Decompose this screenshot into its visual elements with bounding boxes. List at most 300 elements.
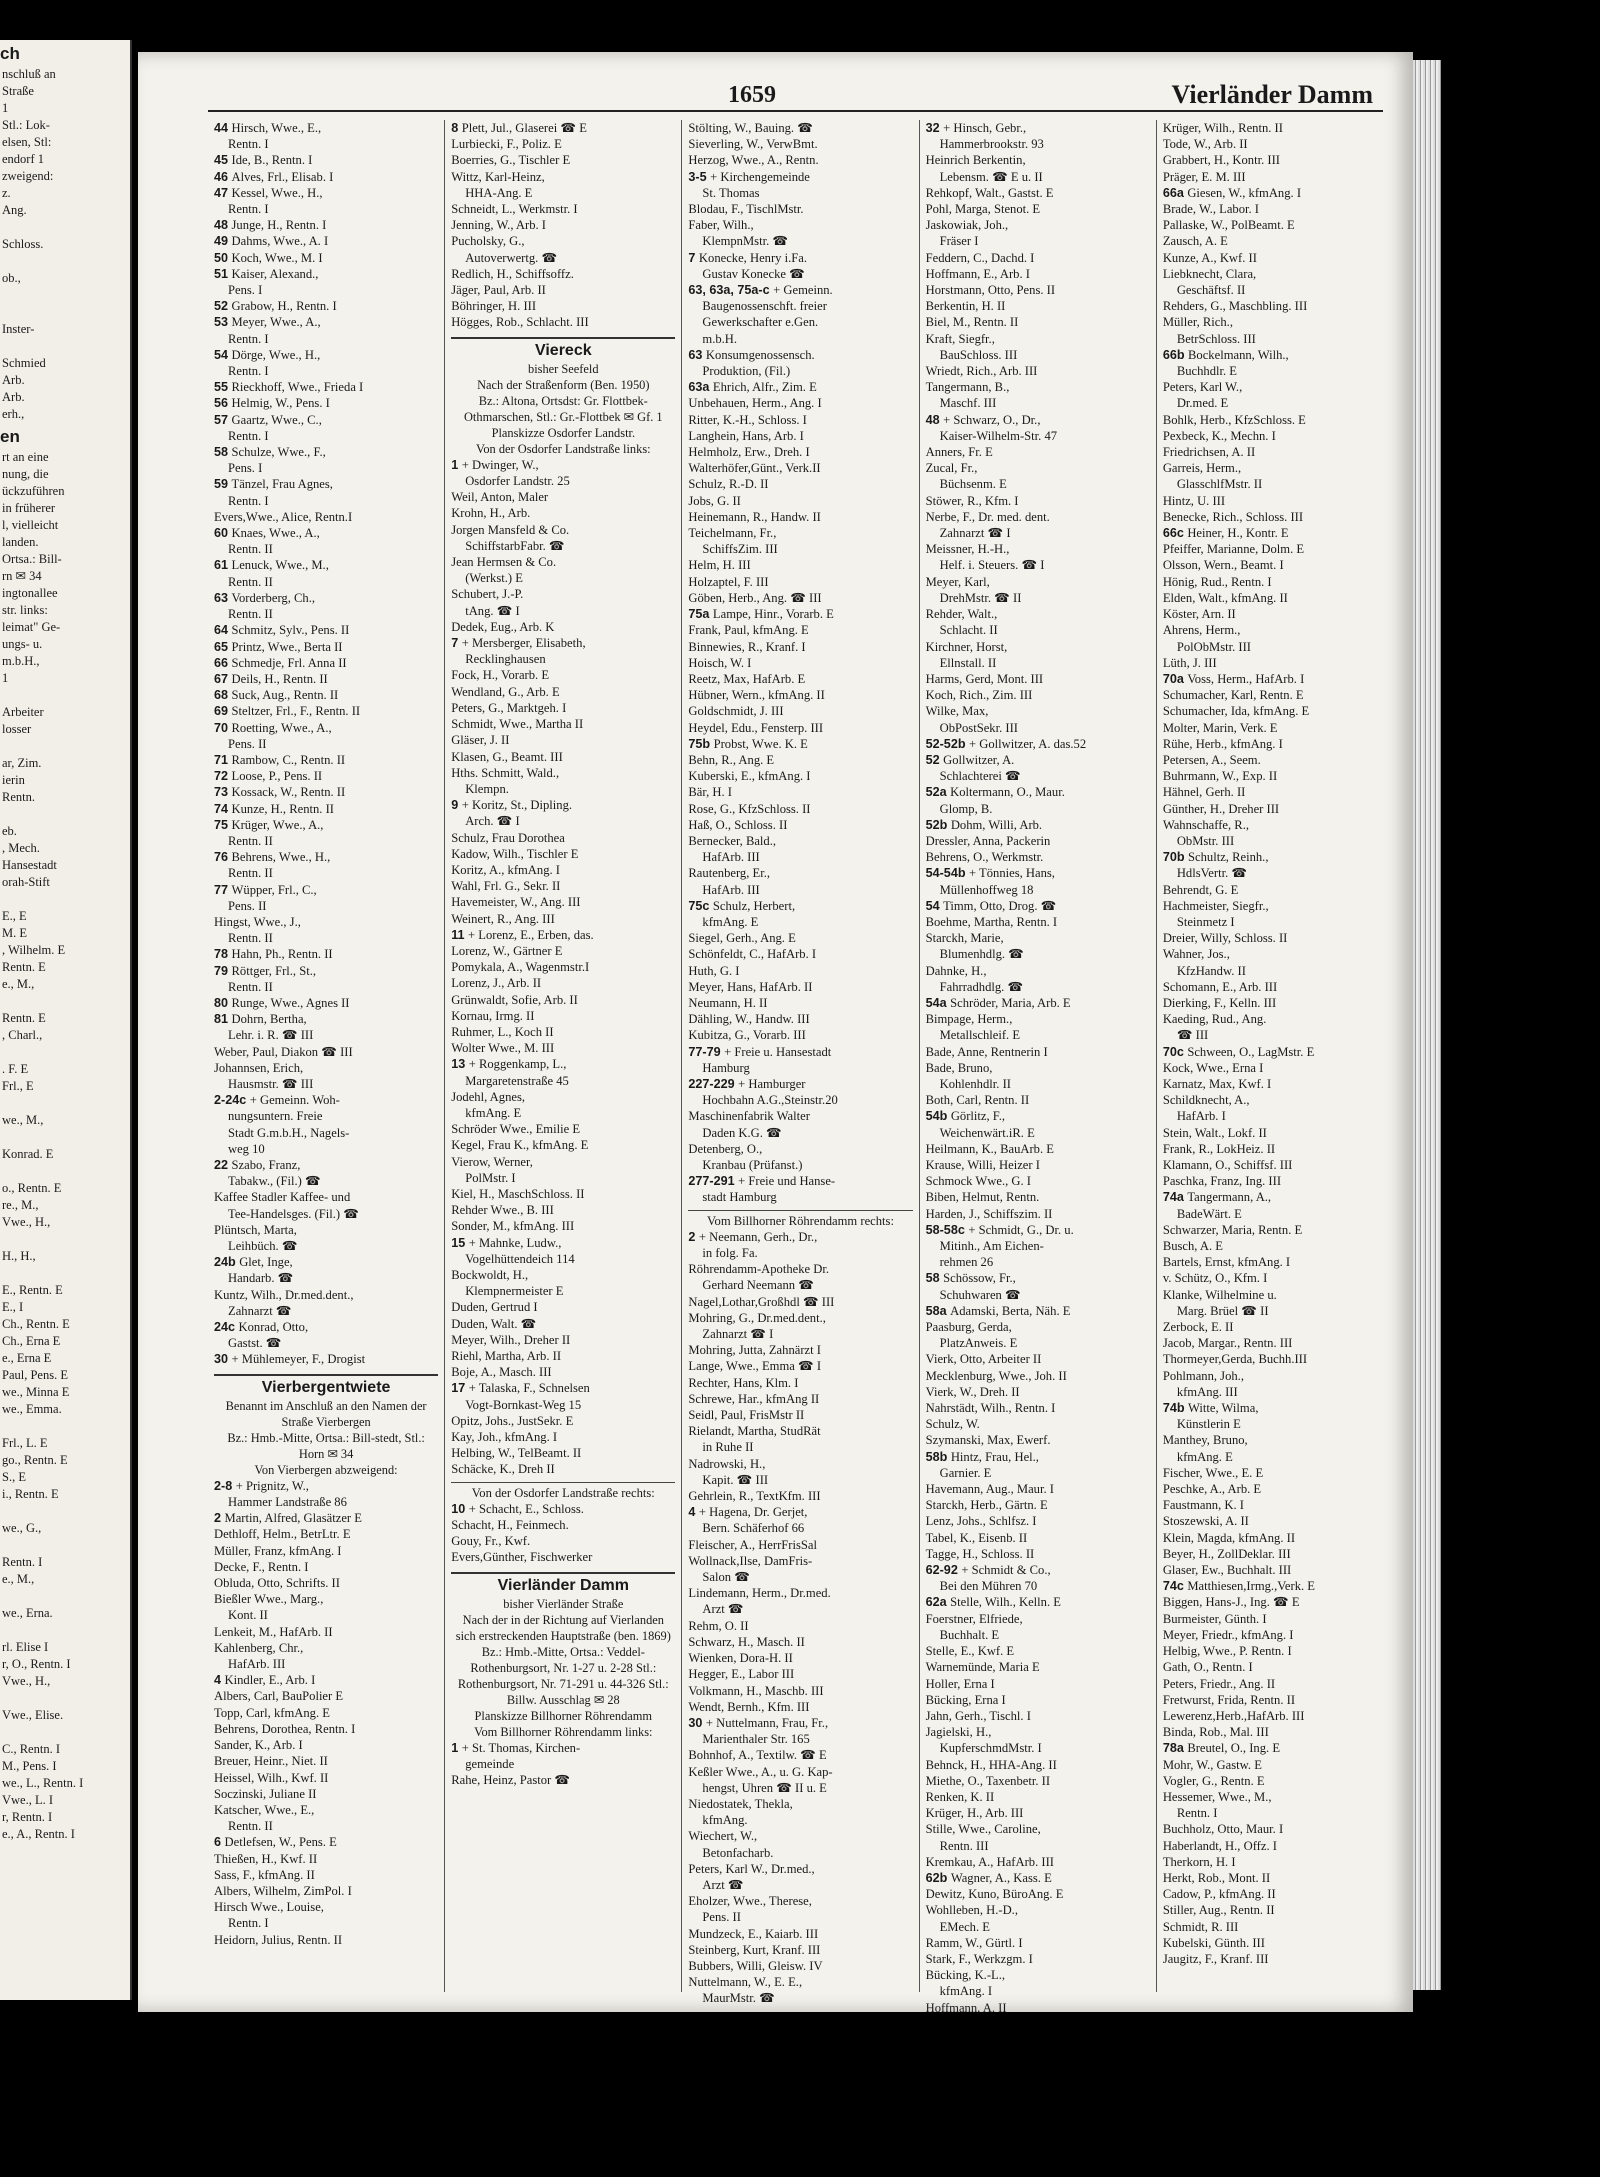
resident-text: Pucholsky, G., (451, 234, 525, 249)
entry-continuation: Maschf. III (939, 396, 997, 411)
resident-text: + Roggenkamp, L., (468, 1057, 567, 1072)
resident-text: Wohlleben, H.-D., (925, 1903, 1018, 1918)
resident-entry (214, 1543, 438, 1559)
resident-entry (688, 476, 912, 492)
resident-entry (214, 687, 438, 703)
entry-continuation: Gastst. ☎ (228, 1336, 282, 1351)
resident-entry (1163, 1076, 1387, 1092)
resident-entry (926, 752, 1150, 768)
resident-entry (451, 765, 675, 781)
entry-continuation: Kaiser-Wilhelm-Str. 47 (939, 428, 1058, 443)
resident-text: Helm, H. III (688, 558, 751, 573)
resident-entry (451, 1332, 675, 1348)
resident-entry (214, 525, 438, 541)
resident-entry (214, 1688, 438, 1704)
facing-page-line (2, 1095, 130, 1112)
resident-text: Heilmann, K., BauArb. E (925, 1141, 1054, 1156)
resident-entry (926, 250, 1150, 266)
facing-page-line: Hansestadt (2, 858, 57, 872)
resident-entry (1163, 250, 1387, 266)
resident-text: Starckh, Marie, (925, 931, 1004, 946)
resident-text: Görlitz, F., (950, 1109, 1006, 1124)
facing-page-line: ückzuführen (2, 484, 65, 498)
resident-text: Gouy, Fr., Kwf. (451, 1534, 531, 1549)
resident-entry (688, 493, 912, 509)
house-number: 13 (451, 1057, 469, 1072)
resident-entry (1163, 1935, 1387, 1951)
resident-entry (688, 671, 912, 687)
resident-text: Herkt, Rob., Mont. II (1162, 1870, 1271, 1885)
resident-text: Opitz, Johs., JustSekr. E (451, 1413, 574, 1428)
resident-text: Volkmann, H., Maschb. III (688, 1683, 824, 1698)
resident-text: Thormeyer,Gerda, Buchh.III (1162, 1352, 1308, 1367)
resident-entry (926, 1546, 1150, 1562)
house-number: 70a (1162, 671, 1188, 686)
resident-text: + St. Thomas, Kirchen- (461, 1740, 581, 1755)
house-number: 46 (214, 169, 232, 184)
resident-text: Pallaske, W., PolBeamt. E (1162, 218, 1295, 233)
resident-entry (451, 136, 675, 152)
resident-text: Wollnack,Ilse, DamFris- (688, 1553, 813, 1568)
resident-text: Breutel, O., Ing. E (1187, 1741, 1281, 1756)
resident-text: Karnatz, Max, Kwf. I (1162, 1076, 1272, 1091)
resident-entry (1163, 1886, 1387, 1902)
entry-continuation: Kapit. ☎ III (702, 1472, 769, 1487)
house-number: 54 (214, 347, 232, 362)
resident-entry (214, 169, 438, 185)
resident-entry (214, 817, 438, 833)
resident-entry (1163, 1465, 1387, 1481)
street-heading: Viereck (451, 337, 675, 359)
entry-continuation: Garnier. E (939, 1465, 992, 1480)
entry-continuation: Metallschleif. E (939, 1028, 1021, 1043)
resident-text: Krohn, H., Arb. (451, 506, 531, 521)
resident-entry (688, 1229, 912, 1245)
resident-entry (688, 1141, 912, 1157)
resident-entry (688, 444, 912, 460)
resident-text: Mohring, Jutta, Zahnärzt I (688, 1343, 821, 1358)
house-number: 70b (1162, 850, 1189, 865)
resident-text: Ahrens, Herm., (1162, 623, 1241, 638)
resident-entry (214, 444, 438, 460)
street-note: Vom Billhorner Röhrendamm links: (474, 1724, 653, 1739)
house-number: 63 (688, 347, 706, 362)
resident-text: Dressler, Anna, Packerin (925, 833, 1051, 848)
resident-text: Schönfeldt, C., HafArb. I (688, 947, 817, 962)
directory-column (444, 120, 681, 1992)
resident-text: Röhrendamm-Apotheke Dr. (688, 1262, 830, 1277)
resident-text: Lampe, Hinr., Vorarb. E (712, 607, 834, 622)
resident-text: + Mahnke, Ludw., (468, 1235, 562, 1250)
entry-continuation: tAng. ☎ I (465, 603, 520, 618)
resident-entry (926, 1060, 1150, 1076)
house-number: 63a (688, 380, 713, 395)
facing-page-line: Vwe., L. I (2, 1793, 54, 1807)
resident-entry (926, 1724, 1150, 1740)
directory-columns (208, 120, 1393, 2015)
resident-text: Hahn, Ph., Rentn. II (231, 947, 333, 962)
facing-page-line: ungs- u. (2, 637, 43, 651)
facing-page-line (2, 338, 130, 355)
resident-entry (926, 1368, 1150, 1384)
resident-entry (926, 898, 1150, 914)
facing-page-line (2, 1129, 130, 1146)
resident-text: Rambow, C., Rentn. II (231, 752, 346, 767)
house-number: 65 (214, 639, 232, 654)
resident-text: Nadrowski, H., (688, 1456, 766, 1471)
resident-entry (1163, 995, 1387, 1011)
resident-entry (214, 1092, 438, 1108)
facing-page-line: Arbeiter (2, 705, 44, 719)
resident-entry (214, 185, 438, 201)
resident-entry (926, 1562, 1150, 1578)
resident-entry (1163, 1870, 1387, 1886)
resident-text: Faber, Wilh., (688, 218, 754, 233)
house-number: 59 (214, 477, 232, 492)
resident-entry (214, 1044, 438, 1060)
resident-entry (451, 700, 675, 716)
resident-text: Peters, Karl W., (1162, 380, 1243, 395)
entry-continuation: Blumenhdlg. ☎ (939, 947, 1024, 962)
resident-text: Dahnke, H., (925, 963, 987, 978)
resident-entry (688, 687, 912, 703)
house-number: 71 (214, 752, 232, 767)
resident-text: Evers,Günther, Fischwerker (451, 1550, 593, 1565)
entry-continuation: Salon ☎ (702, 1570, 750, 1585)
facing-page-line (2, 993, 130, 1010)
resident-entry (214, 266, 438, 282)
resident-text: Krause, Willi, Heizer I (925, 1158, 1040, 1172)
resident-entry (926, 1530, 1150, 1546)
facing-page-line: losser (2, 722, 32, 736)
resident-entry (1163, 1594, 1387, 1610)
entry-continuation: Klempn. (465, 781, 509, 796)
resident-entry (926, 1902, 1150, 1918)
resident-text: Klanke, Wilhelmine u. (1162, 1287, 1277, 1302)
resident-entry (688, 995, 912, 1011)
resident-text: Kunze, H., Rentn. II (231, 801, 334, 816)
resident-text: Rielandt, Martha, StudRät (688, 1424, 821, 1439)
resident-entry (214, 946, 438, 962)
resident-text: Jacob, Margar., Rentn. III (1162, 1336, 1293, 1351)
resident-text: Heydel, Edu., Fensterp. III (688, 720, 824, 735)
facing-page-line: Arb. (2, 390, 25, 404)
entry-continuation: Zahnarzt ☎ I (702, 1327, 774, 1342)
resident-text: Timm, Otto, Drog. ☎ (943, 898, 1057, 913)
resident-text: Wendland, G., Arb. E (451, 684, 560, 699)
resident-entry (214, 590, 438, 606)
resident-text: Szymanski, Max, Ewerf. (925, 1433, 1051, 1448)
resident-text: Meyer, Wilh., Dreher II (451, 1332, 571, 1347)
resident-text: Meissner, H.-H., (925, 542, 1010, 557)
resident-text: Schössow, Fr., (943, 1271, 1016, 1286)
resident-entry (926, 1821, 1150, 1837)
resident-entry (451, 201, 675, 217)
resident-text: + Nuttelmann, Frau, Fr., (705, 1715, 829, 1730)
entry-continuation: Rentn. II (228, 574, 273, 589)
facing-page-line: e., M., (2, 977, 35, 991)
house-number: 81 (214, 1012, 232, 1027)
entry-continuation: Rentn. II (228, 866, 273, 881)
entry-continuation: Ellnstall. II (939, 655, 997, 670)
resident-text: Helmig, W., Pens. I (231, 396, 330, 411)
entry-continuation: HHA-Ang. E (465, 185, 533, 200)
house-number: 58 (214, 445, 232, 460)
resident-text: + Tönnies, Hans, (969, 866, 1055, 881)
resident-text: Biggen, Hans-J., Ing. ☎ E (1162, 1595, 1300, 1610)
resident-entry (688, 1488, 912, 1504)
resident-text: Tode, W., Arb. II (1162, 137, 1248, 152)
entry-continuation: GlasschlfMstr. II (1176, 477, 1263, 492)
resident-text: Riehl, Martha, Arb. II (451, 1349, 562, 1364)
resident-entry (926, 687, 1150, 703)
resident-entry (688, 525, 912, 541)
resident-entry (688, 1261, 912, 1277)
resident-entry (451, 1186, 675, 1202)
house-number: 51 (214, 266, 232, 281)
resident-text: Ehrich, Alfr., Zim. E (712, 380, 817, 395)
resident-text: Rehder, Walt., (925, 607, 998, 622)
entry-continuation: stadt Hamburg (702, 1190, 777, 1205)
resident-entry (451, 830, 675, 846)
resident-text: Koch, Rich., Zim. III (925, 688, 1033, 703)
resident-text: Wienken, Dora-H. II (688, 1651, 793, 1666)
house-number: 61 (214, 558, 232, 573)
entry-continuation: kfmAng. (702, 1813, 748, 1828)
facing-page-line (2, 1690, 130, 1707)
entry-continuation: Schlachterei ☎ (939, 769, 1021, 784)
resident-entry (688, 1076, 912, 1092)
house-number: 73 (214, 785, 232, 800)
resident-entry (214, 720, 438, 736)
resident-entry (1163, 1692, 1387, 1708)
resident-entry (688, 1553, 912, 1569)
house-number: 75c (688, 898, 713, 913)
resident-text: Starckh, Herb., Gärtn. E (925, 1498, 1048, 1513)
resident-entry (451, 732, 675, 748)
resident-entry (688, 201, 912, 217)
resident-entry (451, 927, 675, 943)
facing-page-line: zweigend: (2, 169, 54, 183)
entry-continuation: BadeWärt. E (1176, 1206, 1242, 1221)
resident-text: Bernecker, Bald., (688, 833, 777, 848)
resident-text: Maschinenfabrik Walter (688, 1109, 810, 1124)
resident-text: Kegel, Frau K., kfmAng. E (451, 1138, 589, 1153)
resident-entry (1163, 298, 1387, 314)
entry-continuation: PolMstr. I (465, 1170, 516, 1185)
resident-text: Fock, H., Vorarb. E (451, 668, 550, 683)
resident-text: Hths. Schmitt, Wald., (451, 765, 560, 780)
entry-continuation: Fräser I (939, 234, 979, 249)
entry-continuation: Geschäftsf. II (1176, 283, 1246, 298)
resident-text: Hübner, Wern., kfmAng. II (688, 688, 825, 703)
resident-entry (451, 505, 675, 521)
resident-entry (688, 217, 912, 233)
resident-entry (926, 1773, 1150, 1789)
resident-text: Stelle, Wilh., Kelln. E (950, 1595, 1061, 1610)
entry-continuation: Osdorfer Landstr. 25 (465, 474, 570, 489)
street-note: bisher Vierländer Straße (503, 1596, 624, 1611)
facing-page-line: Inster- (2, 322, 35, 336)
resident-entry (926, 817, 1150, 833)
house-number: 79 (214, 963, 232, 978)
facing-page-line: we., Emma. (2, 1402, 62, 1416)
directory-column (208, 120, 444, 1992)
resident-entry (1163, 898, 1387, 914)
resident-entry (451, 120, 675, 136)
resident-text: Pfeiffer, Marianne, Dolm. E (1162, 542, 1305, 557)
resident-entry (451, 1380, 675, 1396)
resident-text: Behrens, Wwe., H., (231, 850, 331, 865)
resident-text: Voss, Herm., HafArb. I (1187, 671, 1305, 686)
resident-entry (451, 1137, 675, 1153)
street-note: Bz.: Altona, Ortsdst: Gr. Flottbek-Othmarschen, Stl.: Gr.-Flottbek ✉ Gf. 1 (463, 393, 663, 424)
resident-entry (926, 1432, 1150, 1448)
resident-text: Boje, A., Masch. III (451, 1365, 552, 1380)
facing-page-line: orah-Stift (2, 875, 50, 889)
entry-continuation: ObMstr. III (1176, 833, 1235, 848)
resident-text: Hingst, Wwe., J., (214, 914, 301, 929)
resident-text: Niedostatek, Thekla, (688, 1796, 793, 1811)
entry-continuation: Produktion, (Fil.) (702, 364, 791, 379)
house-number: 49 (214, 234, 232, 249)
resident-entry (1163, 1546, 1387, 1562)
resident-text: Kraft, Siegfr., (925, 331, 995, 346)
house-number: 52 (214, 299, 232, 314)
header-rule (208, 110, 1383, 112)
facing-page-line: Arb. (2, 373, 25, 387)
entry-continuation: Pens. II (228, 898, 267, 913)
resident-entry (214, 1786, 438, 1802)
entry-continuation: Tee-Handelsges. (Fil.) ☎ (228, 1206, 359, 1221)
resident-entry (926, 1384, 1150, 1400)
entry-continuation: Buchhdlr. E (1176, 364, 1237, 379)
facing-page-line (2, 1163, 130, 1180)
entry-continuation: Pens. II (702, 1910, 741, 1925)
house-number: 77 (214, 882, 232, 897)
facing-page-line (2, 891, 130, 908)
resident-text: Weber, Paul, Diakon ☎ III (214, 1044, 353, 1059)
facing-page-line: E., Rentn. E (2, 1283, 63, 1297)
resident-text: Bücking, K.-L., (925, 1968, 1006, 1983)
resident-entry (1163, 1562, 1387, 1578)
resident-entry (451, 716, 675, 732)
house-number: 54b (925, 1109, 951, 1124)
resident-entry (451, 1517, 675, 1533)
resident-text: Jahn, Gerh., Tischl. I (925, 1708, 1031, 1723)
resident-text: Goldschmidt, J. III (688, 704, 784, 719)
resident-entry (1163, 1319, 1387, 1335)
resident-text: Rehm, O. II (688, 1618, 749, 1633)
resident-text: Reetz, Max, HafArb. E (688, 671, 806, 686)
resident-entry (214, 120, 438, 136)
resident-entry (214, 476, 438, 492)
entry-continuation: Marg. Brüel ☎ II (1176, 1303, 1269, 1318)
resident-text: Hönig, Rud., Rentn. I (1162, 574, 1272, 589)
resident-text: Feddern, C., Dachd. I (925, 250, 1035, 265)
resident-text: Paschka, Franz, Ing. III (1162, 1174, 1282, 1189)
resident-entry (451, 1501, 675, 1517)
resident-text: Peschke, A., Arb. E (1162, 1482, 1262, 1497)
facing-page-line: landen. (2, 535, 39, 549)
resident-entry (688, 136, 912, 152)
house-number: 75a (688, 607, 713, 622)
resident-text: Kahlenberg, Chr., (214, 1640, 304, 1655)
resident-text: + Gollwitzer, A. das.52 (969, 736, 1087, 751)
resident-entry (1163, 1611, 1387, 1627)
resident-text: Miethe, O., Taxenbetr. II (925, 1773, 1051, 1788)
entry-continuation: Fahrradhdlg. ☎ (939, 979, 1024, 994)
resident-entry (688, 1974, 912, 1990)
resident-text: Hintz, Frau, Hel., (950, 1449, 1039, 1464)
resident-text: Herzog, Wwe., A., Rentn. (688, 153, 819, 168)
resident-entry (688, 1699, 912, 1715)
resident-entry (1163, 1773, 1387, 1789)
running-head: Vierländer Damm (1171, 80, 1373, 109)
resident-entry (1163, 1578, 1387, 1594)
resident-entry (214, 557, 438, 573)
resident-entry (214, 1802, 438, 1818)
resident-entry (926, 1189, 1150, 1205)
entry-continuation: Lehr. i. R. ☎ III (228, 1028, 314, 1043)
resident-text: Horstmann, Otto, Pens. II (925, 283, 1056, 298)
resident-text: Knaes, Wwe., A., (231, 526, 320, 541)
resident-text: Kuntz, Wilh., Dr.med.dent., (214, 1287, 354, 1302)
resident-entry (451, 1202, 675, 1218)
facing-page-line: rl. Elise I (2, 1640, 49, 1654)
resident-text: Albers, Carl, BauPolier E (214, 1689, 344, 1704)
resident-text: Lindemann, Herm., Dr.med. (688, 1586, 831, 1601)
resident-entry (926, 1351, 1150, 1367)
directory-page (138, 52, 1413, 2015)
resident-text: Buhrmann, W., Exp. II (1162, 769, 1278, 784)
entry-continuation: kfmAng. E (1176, 1449, 1233, 1464)
resident-entry (1163, 622, 1387, 638)
resident-entry (451, 1154, 675, 1170)
entry-continuation: Steinmetz I (1176, 914, 1235, 929)
entry-continuation: Recklinghausen (465, 652, 546, 667)
entry-continuation: HafArb. III (702, 882, 760, 897)
resident-entry (1163, 752, 1387, 768)
resident-entry (926, 1108, 1150, 1124)
resident-text: Koltermann, O., Maur. (950, 785, 1065, 800)
resident-entry (688, 1044, 912, 1060)
resident-text: Zerbock, E. II (1162, 1320, 1234, 1335)
resident-entry (688, 428, 912, 444)
resident-entry (926, 1092, 1150, 1108)
house-number: 52b (925, 817, 951, 832)
resident-entry (688, 1011, 912, 1027)
resident-text: Jobs, G. II (688, 493, 741, 508)
entry-continuation: Schlacht. II (939, 623, 998, 638)
resident-text: Röttger, Frl., St., (231, 963, 317, 978)
resident-text: Gaartz, Wwe., C., (231, 412, 322, 427)
entry-continuation: Zahnarzt ☎ (228, 1303, 292, 1318)
resident-text: Tangermann, A., (1187, 1190, 1272, 1205)
entry-continuation: Hausmstr. ☎ III (228, 1076, 314, 1091)
facing-page-line (2, 1265, 130, 1282)
street-note: Von der Osdorfer Landstraße links: (476, 441, 651, 456)
resident-text: Hoffmann, A. II (925, 2000, 1007, 2015)
resident-text: Deils, H., Rentn. II (231, 671, 328, 686)
resident-entry (214, 1867, 438, 1883)
resident-text: + Hinsch, Gebr., (943, 121, 1027, 135)
resident-text: Koch, Wwe., M. I (231, 250, 323, 265)
resident-entry (451, 522, 675, 538)
entry-continuation: Arch. ☎ I (465, 814, 520, 829)
resident-text: Keßler Wwe., A., u. G. Kap- (688, 1764, 833, 1779)
house-number: 66a (1162, 185, 1188, 200)
